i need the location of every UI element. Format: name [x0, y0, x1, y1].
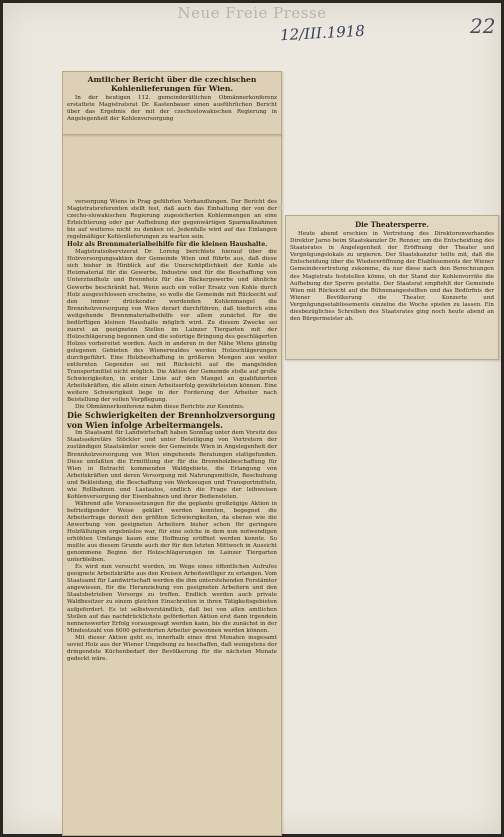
- page-number: 22: [470, 14, 496, 38]
- section-subhead: Holz als Brennmaterialbeihilfe für die kleinen Haushalte.: [67, 241, 268, 249]
- article-paragraph: Magistratsobervizerat Dr. Loreng berichtete hierauf über die Holzversorgungsaktion der Gemeinde Wien und führte aus, daß diese sich bisher in Hinblick auf die Unerschöpflichkeit der Kohle als Heizmaterial für die Gewerbe, Industrie und für die Beschaffung von Unterzündholz und Brennholz für das Bäckergewerbe und ähnliche Gewerbe beschränkt hat. Wenn auch ein voller Ersatz von Kohle durch Holz ausgeschlossen erscheine, so wolle die Gemeinde mit Rücksicht auf den immer drückender werdenden Kohlenmangel die Brennholzversorgung von Wien derart durchführen, daß hiedurch eine weitgehende Brennmaterialbeihilfe vor allem zunächst für die bedürftigen kleinen Haushalte möglich wird. Zu diesem Zwecke sei zuerst an geeigneten Stellen im Lainzer Tiergarten mit der Holzschlägerung begonnen und die sofortige Bringung des geschlägerten Holzes vorbereitet worden. Auch in anderen in der Nähe Wiens günstig gelegenen Gebieten des Wienerwaldes werden Holzschlägerungen durchgeführt. Eine Holzbeschaffung in größeren Mengen aus weiter entfernten Gegenden sei mit Rücksicht auf die mangelnden Transportmittel nicht möglich. Die Aktion der Gemeinde stoße auf große Schwierigkeiten, in erster Linie auf den Mangel an qualifizierten Arbeitskräften, die allein einen Arbeitserfolg gewährleisten können. Eine weitere Schwierigkeit liege in der Forderung der Arbeiter nach Beistellung der vollen Verpflegung.: [67, 249, 277, 404]
- article-paragraph: In der heutigen 112. gemeinderätlichen Obmännerkonferenz erstattete Magistratsrat Dr. Kastenbauer einen ausführlichen Bericht über das Ergebnis der mit der czechoslowakischen Regierung in Angelegenheit der Kohlenversorgung: [67, 95, 277, 123]
- clipping-coal-report: [62, 71, 282, 135]
- article-intro: versorgung Wiens in Prag geführten Verhandlungen. Der Bericht des Magistratsreferenten stellt fest, daß auch das Einhaltung der von der czecho-slowakischen Regierung zugesicherten Kohlenmengen an eine Erleichterung oder gar Aufhebung der gegenwärtigen Sparmaßnahmen bis auf weiteres nicht zu denken ist. Jedenfalls wird auf das Einlangen regelmäßiger Kohlenlieferungen zu warten sein.: [67, 199, 277, 241]
- article-headline: Die Theatersperre.: [355, 220, 429, 229]
- newspaper-masthead: Neue Freie Presse: [177, 4, 327, 22]
- article-paragraph: Während alle Voraussetzungen für die geplante großzügige Aktion in befriedigender Weise geklärt werden konnten, begegnet die Arbeiterfrage derzeit den größten Schwierigkeiten, da ebenso wie die Anwerbung von geeigneten Arbeitern bisher schon für geringere Holzfällungen ergebnislos war, für eine solche in dem nun notwendigen erhöhten Umfange kaum eine Hoffnung eröffnet werden konnte. So mußte aus diesem Grunde auch der für den letzten Mittwoch in Aussicht genommene Beginn der Holzschlägerungen im Lainzer Tiergarten unterbleiben.: [67, 500, 277, 564]
- clipping-wood-supply: [62, 134, 282, 836]
- handwritten-date: 12/III.1918: [279, 21, 366, 45]
- article-paragraph: Heute abend erschien in Vertretung des Direktorenverbandes Direktor Jarno beim Staatskanzler Dr. Renner, um die Entscheidung des Staatsrates in Angelegenheit der Eröffnung der Theater und Vergnügungslokale zu urgieren. Der Staatskanzler teilte mit, daß die Entscheidung über die Wiedereröffnung der Etablissements der Wiener Gemeindevertretung zukomme, da nur diese nach den Berechnungen des Magistrats feststellen könne, ob der Stand der Kohlenvorräte die Aufhebung der Sperre gestatte. Der Staatsrat empfiehlt der Gemeinde Wien mit Rücksicht auf die Bühnenangestellten und das Bedürfnis der Wiener Bevölkerung die Theater, Konzerte und Vergnügungsetablissements einzelne die Woche spielen zu lassen. Ein diesbezügliches Schreiben des Staatsrates ging noch heute abend an den Bürgermeister ab.: [290, 231, 494, 323]
- article-headline: Die Schwierigkeiten der Brennholzversorgung von Wien infolge Arbeitermangels.: [67, 410, 276, 430]
- article-paragraph: Die Obmännerkonferenz nahm diese Berichte zur Kenntnis.: [75, 404, 245, 411]
- article-headline: Amtlicher Bericht über die czechischen Kohlenlieferungen für Wien.: [87, 75, 257, 93]
- staple-mark: [278, 206, 282, 210]
- article-paragraph: Mit dieser Aktion geht es, innerhalb eines drei Monaten insgesamt soviel Holz aus der Wiener Umgebung zu beschaffen, daß wenigstens der dringendste Küchenbedarf der Bevölkerung für die nächsten Monate gedeckt wäre.: [67, 634, 277, 662]
- article-paragraph: Im Staatsamt für Landwirtschaft haben Sonntag unter dem Vorsitz des Staatssekretärs Stöckler und unter Beteiligung von Vertretern der zuständigen Staatsämter sowie der Gemeinde Wien in Angelegenheit der Brennholzversorgung von Wien eingehende Beratungen stattgefunden. Diese umfaßten die Ermittlung der für die Brennholzbeschaffung für Wien in Betracht kommenden Waldgebiete, die Erlangung von Arbeitskräften und deren Versorgung mit Nahrungsmitteln, Beschuhung und Bekleidung, die Beschaffung von Werkzeugen und Transportmitteln, wie Rollbahnen und Lastautos, endlich die Frage der leihweisen Kohlenversorgung der Eisenbahnen und ihrer Bediensteten.: [67, 430, 277, 500]
- article-paragraph: Es wird nun versucht werden, im Wege eines öffentlichen Aufrufes geeignete Arbeitskräfte aus den Kreisen Arbeitswilliger zu erlangen. Vom Staatsamt für Landwirtschaft werden die ihm unterstehenden Forstämter angewiesen, für die Heranziehung von geeigneten Arbeitern und den Staatsbetrieben Vorsorge zu treffen. Endlich werden auch private Waldbesitzer zu einem gleichen Einschreiten in ihren Tätigkeitsgebieten aufgefordert. Es ist selbstverständlich, daß bei von allen amtlichen Stellen auf das nachdrücklichste geförderten Aktion erst dann irgendein nennenswerter Erfolg vorausgesagt werden kann, bis die zunächst in der Mindestzahl von 6000 geforderten Arbeiter gewonnen werden können.: [67, 564, 277, 634]
- clipping-theatre-closure: [285, 215, 499, 360]
- article-body: [67, 95, 277, 123]
- article-body: [67, 199, 277, 663]
- article-body: [290, 231, 494, 323]
